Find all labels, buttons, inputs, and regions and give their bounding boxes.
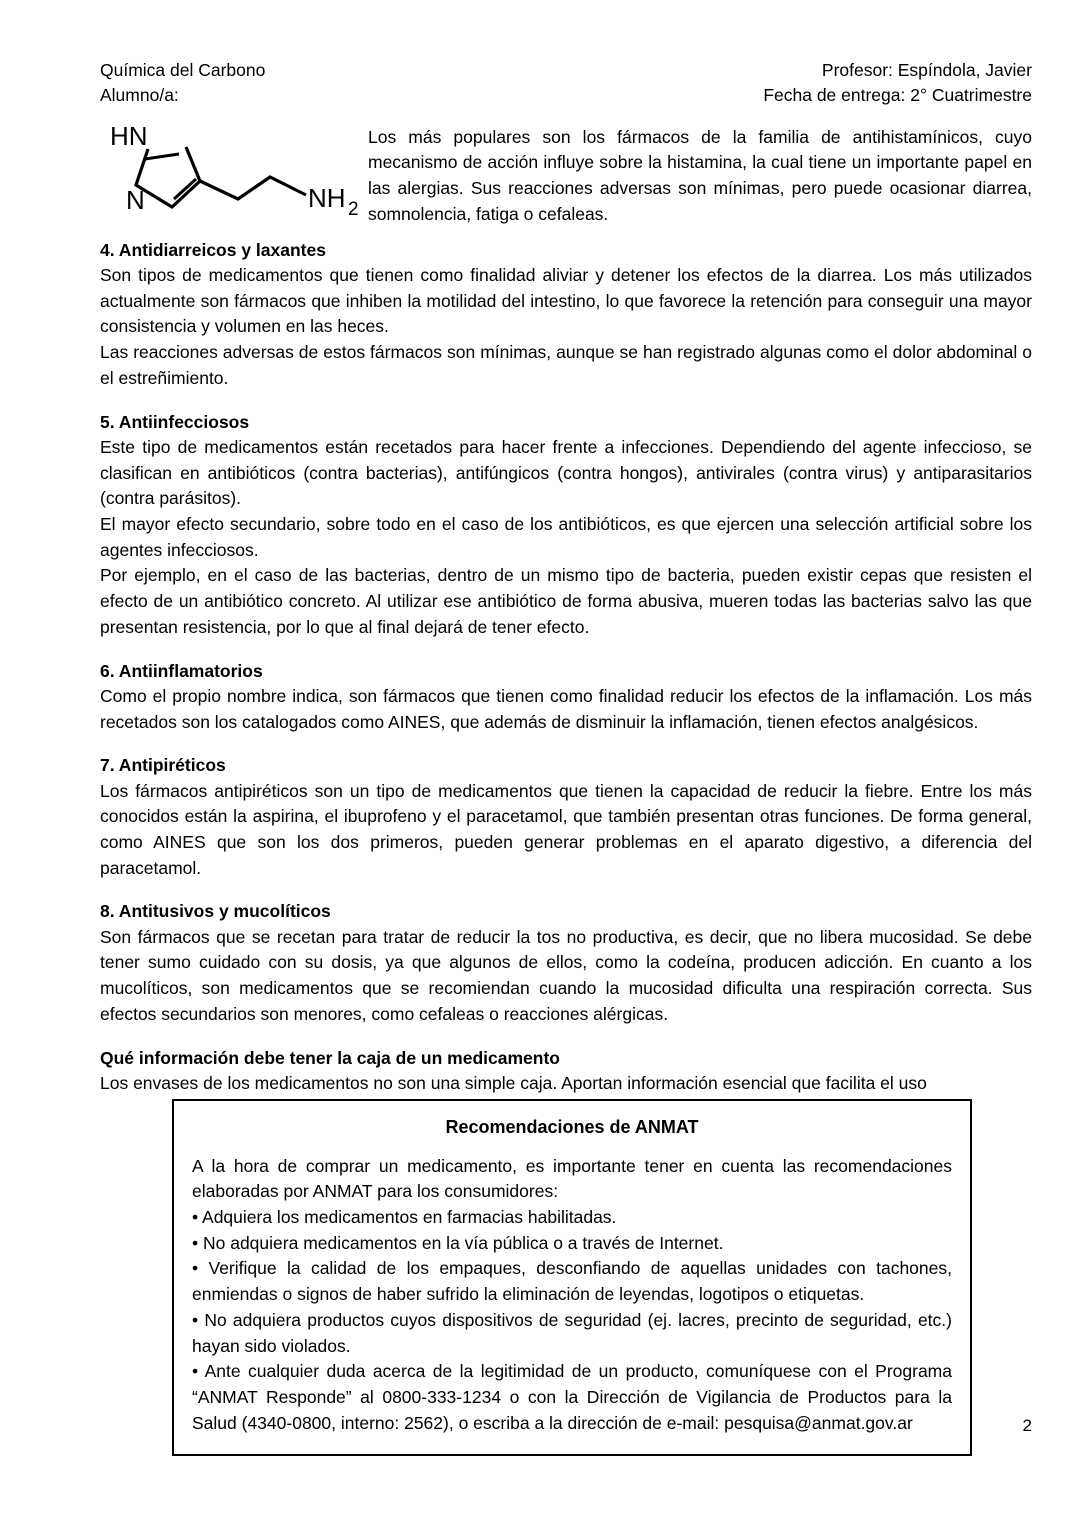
page-number: 2 (1022, 1416, 1032, 1436)
section-paragraph: Son fármacos que se recetan para tratar de reducir la tos no productiva, es decir, que no libera mucosidad. Se debe tener sumo cuidado con su dosis, ya que algunos de ellos, como la codeína, producen adicción. En cuanto a los mucolíticos, son medicamentos que se recomiendan cuando la mucosidad dificulta una respiración correcta. Sus efectos secundarios son menores, como cefaleas o reacciones alérgicas. (100, 926, 1032, 1024)
section-title: 5. Antiinfecciosos (100, 411, 250, 432)
section-antidiarreicos (100, 237, 1032, 392)
section-paragraph: Como el propio nombre indica, son fármacos que tienen como finalidad reducir los efectos de la inflamación. Los más recetados son los catalogados como AINES, que además de disminuir la inflamación, tienen efectos analgésicos. (100, 685, 1032, 732)
section-antitusivos (100, 898, 1032, 1027)
section-antipireticos (100, 752, 1032, 881)
section-paragraph: Los fármacos antipiréticos son un tipo de medicamentos que tienen la capacidad de reducir la fiebre. Entre los más conocidos están la aspirina, el ibuprofeno y el paracetamol, que también presentan otras funciones. De forma general, como AINES que son los dos primeros, pueden generar problemas en el aparato digestivo, a diferencia del paracetamol. (100, 780, 1032, 878)
histamine-structure-figure (100, 119, 368, 229)
section-paragraph: Por ejemplo, en el caso de las bacterias, dentro de un mismo tipo de bacteria, pueden existir cepas que resisten el efecto de un antibiótico concreto. Al utilizar ese antibiótico de forma abusiva, mueren todas las bacterias salvo las que presentan resistencia, por lo que al final dejará de tener efecto. (100, 565, 1032, 637)
document-header (100, 58, 1032, 109)
section-paragraph: Son tipos de medicamentos que tienen como finalidad aliviar y detener los efectos de la diarrea. Los más utilizados actualmente son fármacos que inhiben la motilidad del intestino, lo que favorece la retención para conseguir una mayor consistencia y volumen en las heces. (100, 265, 1032, 337)
section-title: 8. Antitusivos y mucolíticos (100, 901, 331, 922)
section-paragraph: El mayor efecto secundario, sobre todo en el caso de los antibióticos, es que ejercen una selección artificial sobre los agentes infecciosos. (100, 514, 1032, 560)
molecule-intro-block (100, 119, 1032, 229)
anmat-callout-wrapper (100, 1099, 1032, 1457)
anmat-recommendations-box (172, 1099, 972, 1457)
svg-text:N: N (126, 184, 145, 215)
anmat-intro-text: A la hora de comprar un medicamento, es importante tener en cuenta las recomendaciones elaboradas por ANMAT para los consumidores: (192, 1155, 952, 1202)
section-paragraph: Las reacciones adversas de estos fármacos son mínimas, aunque se han registrado algunas como el dolor abdominal o el estreñimiento. (100, 342, 1032, 388)
student-label: Alumno/a: (100, 85, 179, 106)
anmat-bullet: • No adquiera productos cuyos dispositivos de seguridad (ej. lacres, precinto de seguridad, etc.) hayan sido violados. (192, 1309, 952, 1356)
due-date: Fecha de entrega: 2° Cuatrimestre (763, 85, 1032, 106)
anmat-bullet: • No adquiera medicamentos en la vía pública o a través de Internet. (192, 1232, 724, 1253)
intro-paragraph: Los más populares son los fármacos de la familia de antihistamínicos, cuyo mecanismo de acción influye sobre la histamina, la cual tiene un importante papel en las alergias. Sus reacciones adversas son mínimas, pero puede ocasionar diarrea, somnolencia, fatiga o cefaleas. (368, 126, 1032, 224)
course-title: Química del Carbono (100, 60, 266, 80)
svg-text:NH: NH (308, 182, 346, 213)
svg-text:2: 2 (348, 198, 359, 220)
section-caja-medicamento (100, 1045, 1032, 1097)
section-title: Qué información debe tener la caja de un medicamento (100, 1047, 560, 1068)
header-left-block (100, 58, 265, 109)
anmat-bullet: • Ante cualquier duda acerca de la legitimidad de un producto, comuníquese con el Programa “ANMAT Responde” al 0800-333-1234 o con la Dirección de Vigilancia de Productos para la Salud (4340-0800, interno: 2562), o escriba a la dirección de e-mail: pesquisa@anmat.gov.ar (192, 1361, 952, 1433)
section-title: 6. Antiinflamatorios (100, 660, 263, 681)
section-paragraph: Este tipo de medicamentos están recetados para hacer frente a infecciones. Dependiendo del agente infeccioso, se clasifican en antibióticos (contra bacterias), antifúngicos (contra hongos), antivirales (contra virus) y antiparasitarios (contra parásitos). (100, 436, 1032, 509)
section-antiinflamatorios (100, 658, 1032, 736)
section-title: 7. Antipiréticos (100, 755, 226, 776)
anmat-bullet: • Verifique la calidad de los empaques, desconfiando de aquellas unidades con tachones, enmiendas o signos de haber sufrido la eliminación de leyendas, logotipos o etiquetas. (192, 1258, 952, 1305)
professor-name: Profesor: Espíndola, Javier (821, 60, 1032, 80)
section-antiinfecciosos (100, 409, 1032, 641)
section-title: 4. Antidiarreicos y laxantes (100, 239, 326, 260)
anmat-box-title: Recomendaciones de ANMAT (445, 1116, 699, 1137)
header-right-block (763, 58, 1032, 109)
document-content (100, 58, 1032, 1456)
section-paragraph: Los envases de los medicamentos no son una simple caja. Aportan información esencial que facilita el uso (100, 1072, 927, 1093)
svg-text:HN: HN (110, 120, 148, 151)
anmat-bullet: • Adquiera los medicamentos en farmacias habilitadas. (192, 1206, 617, 1227)
